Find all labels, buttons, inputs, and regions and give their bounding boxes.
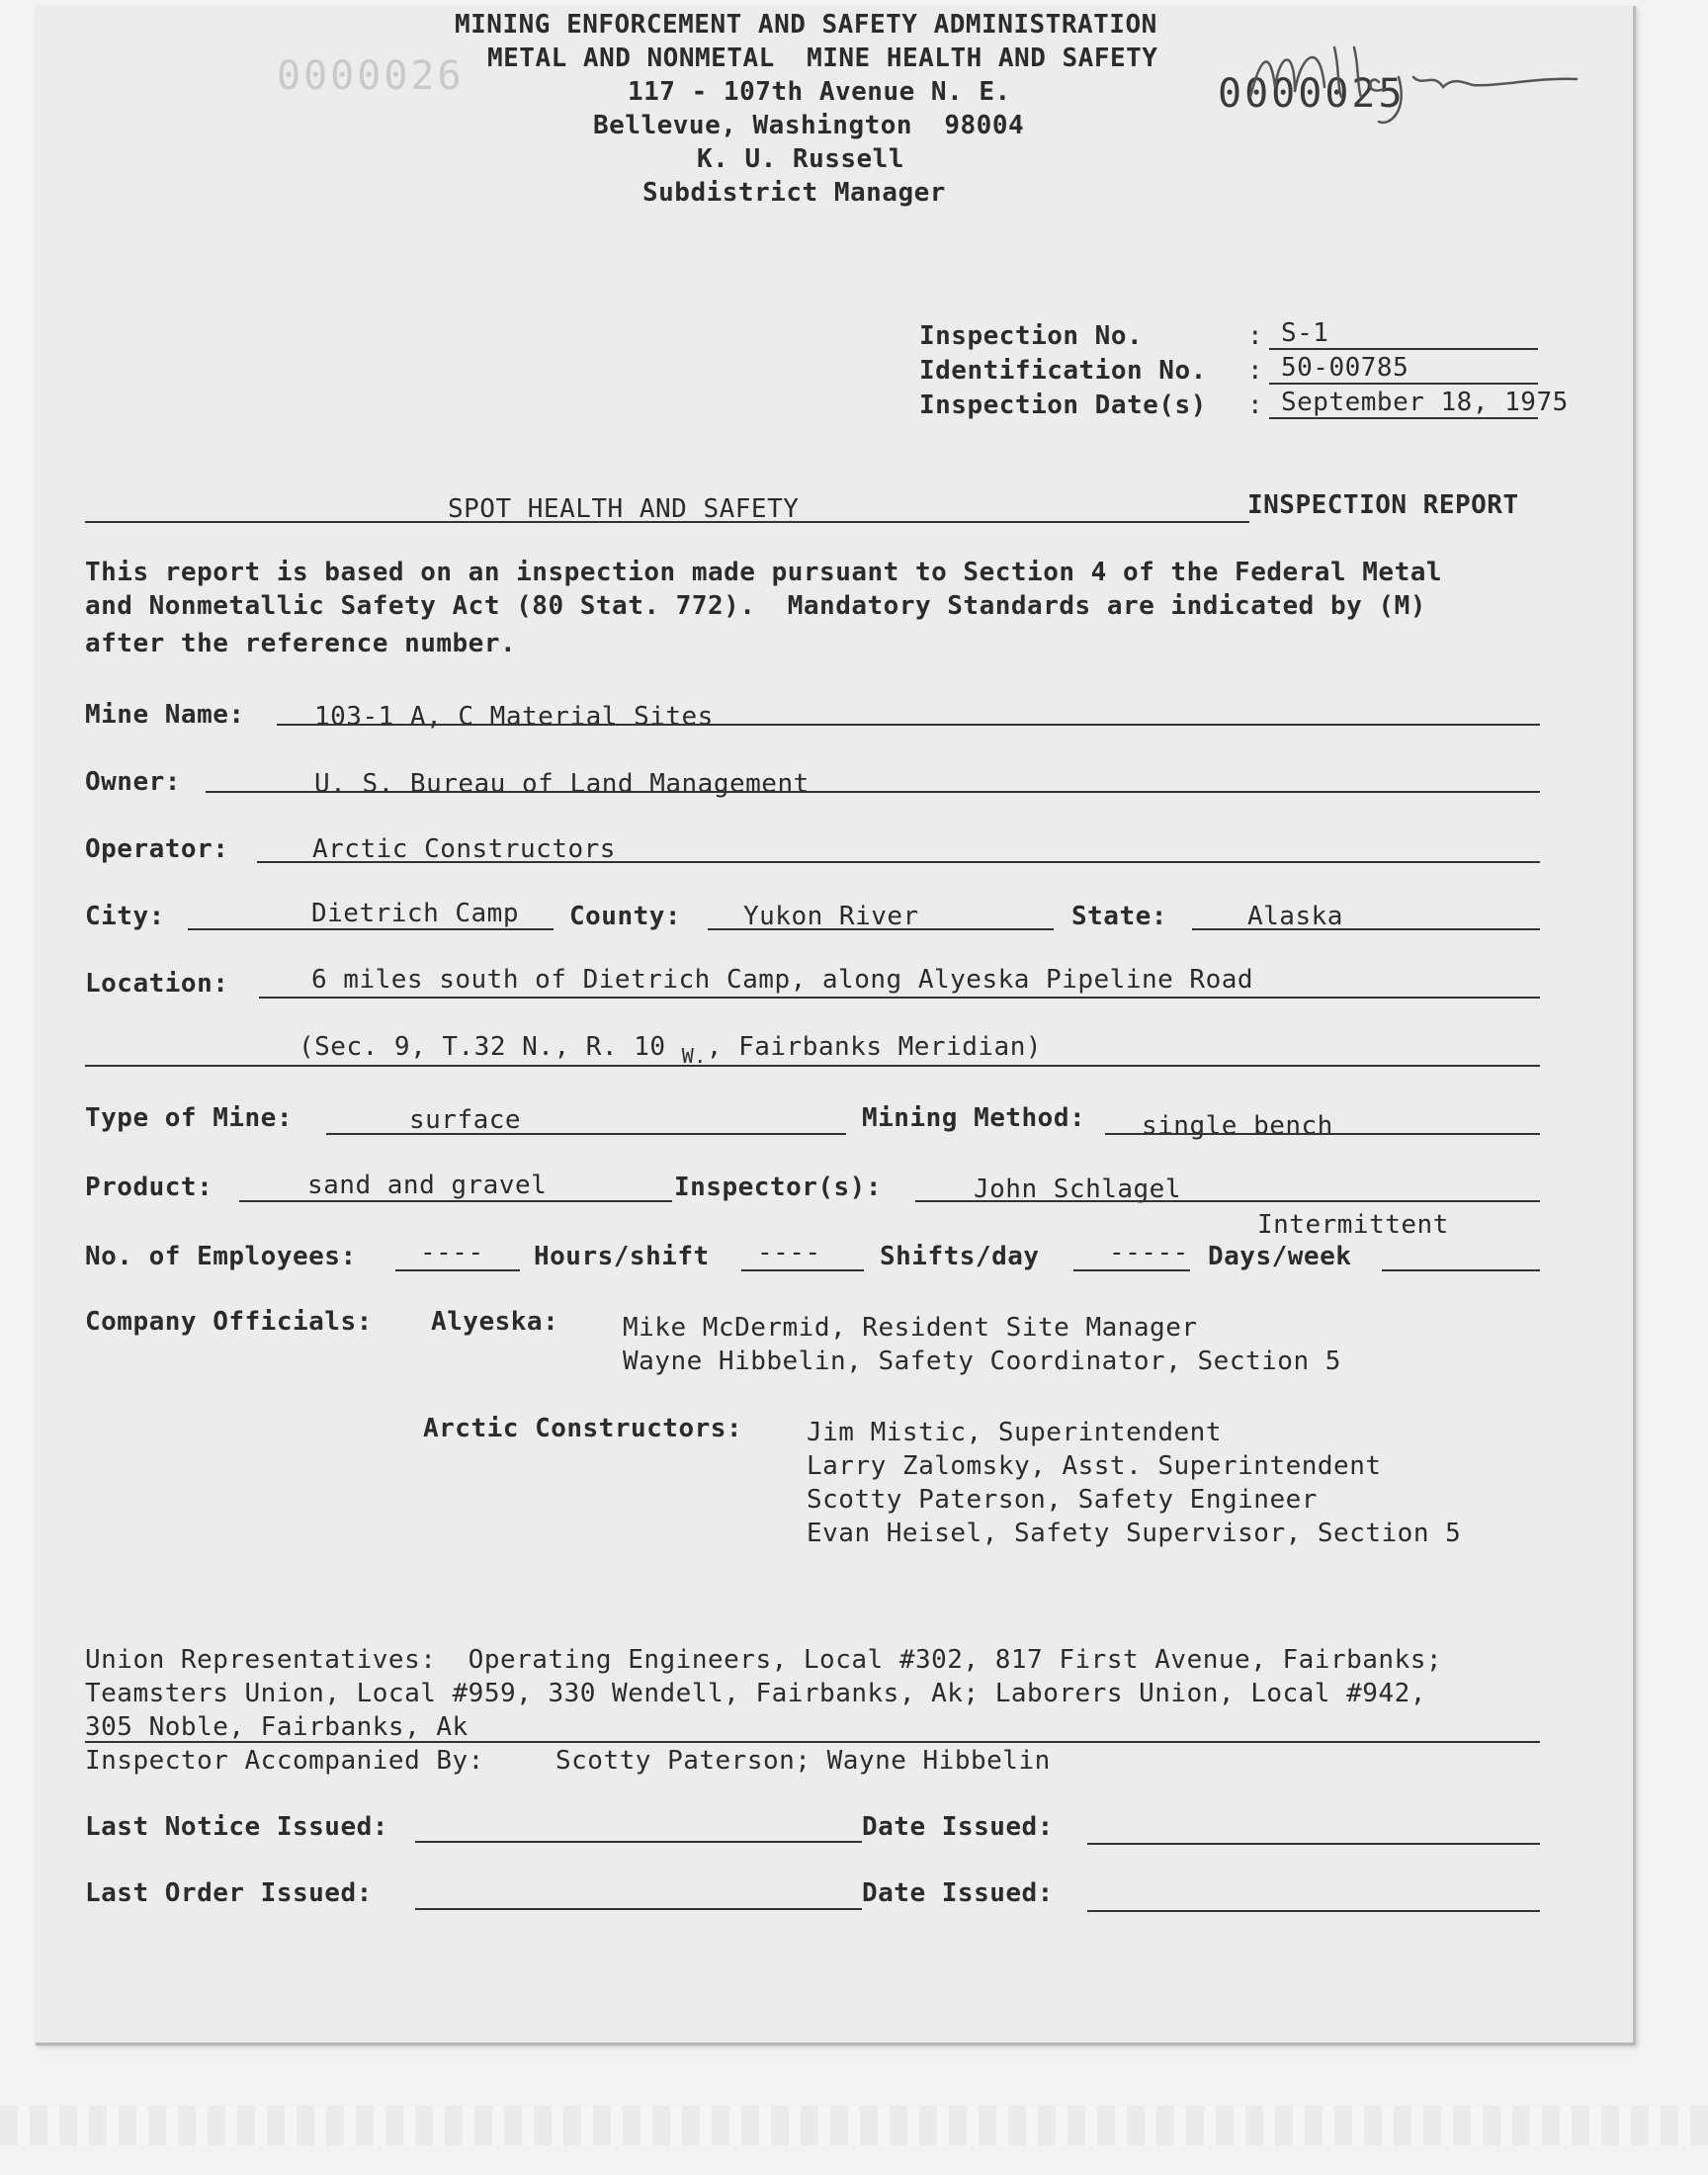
header-manager-title: Subdistrict Manager bbox=[642, 178, 946, 208]
inspection-date-value: September 18, 1975 bbox=[1281, 388, 1569, 417]
inspection-no-label: Inspection No. bbox=[919, 321, 1144, 351]
handwritten-signature bbox=[1240, 28, 1596, 136]
arctic-official-1: Jim Mistic, Superintendent bbox=[807, 1418, 1222, 1447]
state-value: Alaska bbox=[1247, 902, 1343, 931]
mining-method-value: single bench bbox=[1142, 1111, 1333, 1141]
order-date-issued-label: Date Issued: bbox=[862, 1878, 1054, 1908]
shifts-day-value: ----- bbox=[1109, 1238, 1189, 1267]
header-city: Bellevue, Washington 98004 bbox=[593, 111, 1025, 140]
location-line-2 bbox=[299, 1032, 1043, 1068]
county-label: County: bbox=[569, 902, 682, 931]
location-range-direction: W. bbox=[681, 1044, 707, 1068]
days-week-note: Intermittent bbox=[1257, 1210, 1449, 1240]
scanned-page: MINING ENFORCEMENT AND SAFETY ADMINISTRATION METAL AND NONMETAL MINE HEALTH AND SAFETY 117 - 107th Avenue N. E. Bellevue, Washington 98004 K. U. Russell Subdistrict Manager 0000026 0000025 Inspection No. : S-1 Identification No. : 50-00785 Inspection Date(s) : September 18, 1975 SPOT HEALTH AND SAFETY INSPECTION REPORT This report is based on an inspection made pursuant to Section 4 of the Federal Metal and Nonmetallic Safety Act (80 Stat. 772). Mandatory Standards are indicated by (M) after the reference number. Mine Name: 103-1 A, C Material Sites Owner: U. S. Bureau of Land Management Operator: Arctic Constructors City: Dietrich Camp County: Yukon River State: Alaska Location: 6 miles south of Dietrich Camp, along Alyeska Pipeline Road (Sec. 9, T.32 N., R. 10 $_{W.}$, Fairbanks Meridian) Type of Mine: surface Mining Method: single bench Product: sand and gravel Inspector(s): John Schlagel Intermittent No. of Employees: ---- Hours/shift ---- Shifts/day ----- Days/week Company Officials: Alyeska: Mike McDermid, Resident Site Manager Wayne Hibbelin, Safety Coordinator, Section 5 Arctic Constructors: Jim Mistic, Superintendent Larry Zalomsky, Asst. Superintendent Scotty Paterson, Safety Engineer Evan Heisel, Safety Supervisor, Section 5 Union Representatives: Operating Engineers, Local #302, 817 First Avenue, Fairbanks; Teamsters Union, Local #959, 330 Wendell, Fairbanks, Ak; Laborers Union, Local #942, 305 Noble, Fairbanks, Ak Inspector Accompanied By: Scotty Paterson; Wayne Hibbelin Last Notice Issued: Date Issued: Last Order Issued: Date Issued: bbox=[0, 0, 1708, 2175]
arctic-constructors-label: Arctic Constructors: bbox=[423, 1414, 743, 1443]
inspector-value: John Schlagel bbox=[974, 1174, 1181, 1204]
last-order-label: Last Order Issued: bbox=[85, 1878, 373, 1908]
notice-date-issued-label: Date Issued: bbox=[862, 1812, 1054, 1842]
type-of-mine-label: Type of Mine: bbox=[85, 1103, 293, 1133]
company-officials-label: Company Officials: bbox=[85, 1307, 373, 1337]
location-meridian: , Fairbanks Meridian) bbox=[706, 1032, 1043, 1062]
intro-line-3: after the reference number. bbox=[85, 629, 517, 658]
union-line-3: 305 Noble, Fairbanks, Ak bbox=[85, 1712, 469, 1742]
city-label: City: bbox=[85, 902, 165, 931]
inspection-no-value: S-1 bbox=[1281, 318, 1329, 348]
scan-edge-strip bbox=[0, 2106, 1708, 2145]
alyeska-official-1: Mike McDermid, Resident Site Manager bbox=[623, 1313, 1198, 1343]
arctic-official-4: Evan Heisel, Safety Supervisor, Section 5 bbox=[807, 1519, 1462, 1548]
arctic-official-3: Scotty Paterson, Safety Engineer bbox=[807, 1485, 1318, 1515]
county-value: Yukon River bbox=[743, 902, 919, 931]
employees-value: ---- bbox=[420, 1238, 484, 1267]
hours-shift-label: Hours/shift bbox=[534, 1242, 710, 1271]
ghost-doc-number: 0000026 bbox=[277, 53, 465, 99]
location-section: (Sec. 9, T.32 N., R. 10 bbox=[299, 1032, 666, 1062]
doc-number: 0000025 bbox=[1218, 71, 1406, 117]
type-of-mine-value: surface bbox=[409, 1105, 522, 1135]
city-value: Dietrich Camp bbox=[311, 899, 519, 928]
last-notice-label: Last Notice Issued: bbox=[85, 1812, 388, 1842]
accompanied-label: Inspector Accompanied By: bbox=[85, 1746, 484, 1776]
identification-no-label: Identification No. bbox=[919, 356, 1207, 386]
mining-method-label: Mining Method: bbox=[862, 1103, 1086, 1133]
state-label: State: bbox=[1071, 902, 1167, 931]
identification-no-value: 50-00785 bbox=[1281, 353, 1409, 383]
employees-label: No. of Employees: bbox=[85, 1242, 357, 1271]
inspector-label: Inspector(s): bbox=[674, 1173, 882, 1202]
intro-line-1: This report is based on an inspection made pursuant to Section 4 of the Federal Metal bbox=[85, 558, 1443, 587]
product-label: Product: bbox=[85, 1173, 214, 1202]
intro-line-2: and Nonmetallic Safety Act (80 Stat. 772). Mandatory Standards are indicated by (M) bbox=[85, 591, 1426, 621]
report-title: INSPECTION REPORT bbox=[1247, 490, 1519, 520]
location-label: Location: bbox=[85, 969, 229, 999]
mine-name-label: Mine Name: bbox=[85, 700, 245, 730]
union-line-2: Teamsters Union, Local #959, 330 Wendell, Fairbanks, Ak; Laborers Union, Local #942, bbox=[85, 1679, 1426, 1708]
mine-name-value: 103-1 A, C Material Sites bbox=[314, 702, 714, 732]
location-line-1: 6 miles south of Dietrich Camp, along Alyeska Pipeline Road bbox=[311, 965, 1254, 995]
operator-value: Arctic Constructors bbox=[312, 834, 616, 864]
alyeska-official-2: Wayne Hibbelin, Safety Coordinator, Section 5 bbox=[623, 1347, 1341, 1376]
shifts-day-label: Shifts/day bbox=[880, 1242, 1040, 1271]
owner-value: U. S. Bureau of Land Management bbox=[314, 769, 810, 799]
product-value: sand and gravel bbox=[307, 1171, 548, 1200]
header-division: METAL AND NONMETAL MINE HEALTH AND SAFETY bbox=[487, 44, 1158, 73]
alyeska-label: Alyeska: bbox=[431, 1307, 559, 1337]
owner-label: Owner: bbox=[85, 767, 181, 797]
inspection-date-label: Inspection Date(s) bbox=[919, 391, 1207, 420]
arctic-official-2: Larry Zalomsky, Asst. Superintendent bbox=[807, 1451, 1382, 1481]
operator-label: Operator: bbox=[85, 834, 229, 864]
header-street: 117 - 107th Avenue N. E. bbox=[628, 77, 1011, 107]
header-manager-name: K. U. Russell bbox=[697, 144, 904, 174]
days-week-label: Days/week bbox=[1208, 1242, 1352, 1271]
union-line-1: Union Representatives: Operating Engineers, Local #302, 817 First Avenue, Fairbanks; bbox=[85, 1645, 1443, 1675]
hours-shift-value: ---- bbox=[757, 1238, 821, 1267]
report-type: SPOT HEALTH AND SAFETY bbox=[448, 494, 800, 524]
header-agency: MINING ENFORCEMENT AND SAFETY ADMINISTRATION bbox=[455, 10, 1157, 40]
accompanied-value: Scotty Paterson; Wayne Hibbelin bbox=[555, 1746, 1051, 1776]
